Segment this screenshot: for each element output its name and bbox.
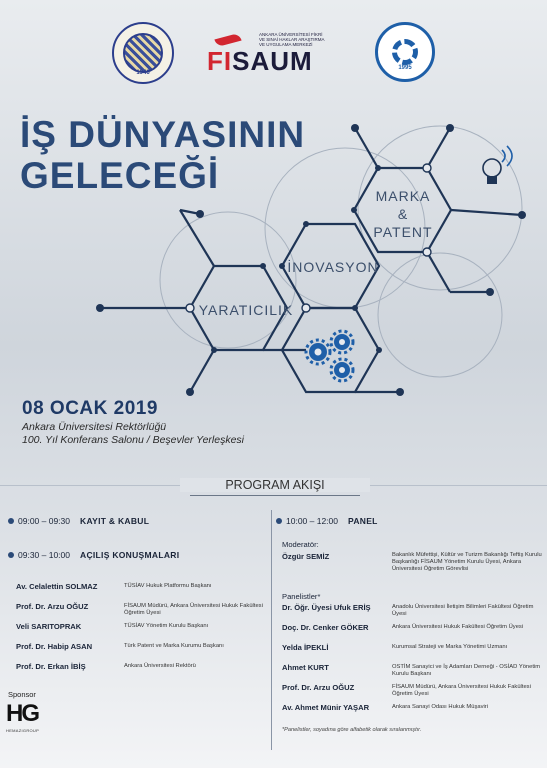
- sponsor-label: Sponsor: [8, 690, 36, 699]
- program-title-underline: [190, 495, 360, 496]
- list-item: Prof. Dr. Erkan İBİŞ Ankara Üniversitesi Rektörü: [16, 662, 196, 671]
- list-item: Prof. Dr. Arzu OĞUZ FİSAUM Müdürü, Ankara Üniversitesi Hukuk Fakültesi Öğretim Üyesi: [282, 683, 531, 697]
- list-item: Yelda İPEKLİ Kurumsal Strateji ve Marka Yönetimi Uzmanı: [282, 643, 508, 652]
- moderator-item: Özgür SEMİZ Bakanlık Müfettişi, Kültür ve Turizm Bakanlığı Teftiş Kurulu Başkanlığı FİSAUM Yönetim Kurulu Üyesi, Ankara Üniversitesi Öğretim Görevlisi: [282, 552, 542, 572]
- tosb-logo: [375, 22, 435, 82]
- seal-year: 1946: [136, 70, 150, 76]
- fisaum-wordmark: FISAUM: [207, 46, 313, 76]
- list-item: Dr. Öğr. Üyesi Ufuk ERİŞ Anadolu Üniversitesi İletişim Bilimleri Fakültesi Öğretim Üyesi: [282, 603, 534, 617]
- panelists-heading: Panelistler*: [282, 592, 321, 601]
- schedule-time: 09:00 – 09:30: [18, 516, 70, 526]
- list-item: Av. Celalettin SOLMAZ TÜSİAV Hukuk Platformu Başkanı: [16, 582, 212, 591]
- schedule-time: 10:00 – 12:00: [286, 516, 338, 526]
- column-divider: [271, 510, 272, 750]
- schedule-item-opening: [8, 550, 179, 560]
- schedule-label: AÇILIŞ KONUŞMALARI: [80, 550, 180, 560]
- gear-icon: [392, 39, 418, 65]
- list-item: Av. Ahmet Münir YAŞAR Ankara Sanayi Odası Hukuk Müşaviri: [282, 703, 489, 712]
- event-venue: Ankara Üniversitesi Rektörlüğü 100. Yıl Konferans Salonu / Beşevler Yerleşkesi: [22, 421, 244, 446]
- hex-label-marka: MARKA & PATENT: [373, 188, 433, 240]
- sponsor-logo-mark: HG: [6, 700, 38, 727]
- schedule-item-registration: [8, 516, 149, 526]
- hexagon-network-graphic: [0, 110, 547, 400]
- bg-circle-4: [378, 253, 502, 377]
- bullet-icon: [276, 518, 282, 524]
- lightbulb-icon: [483, 146, 512, 184]
- opening-speakers-list: [16, 582, 271, 682]
- sponsor-logo-sub: HEMAZIGROUP: [6, 728, 40, 733]
- list-item: Prof. Dr. Habip ASAN Türk Patent ve Marka Kurumu Başkanı: [16, 642, 224, 651]
- ankara-university-seal: [112, 22, 174, 84]
- list-item: Ahmet KURT OSTİM Sanayici ve İş Adamları Derneği - OSİAD Yönetim Kurulu Başkanı: [282, 663, 541, 677]
- title-line-1: İŞ DÜNYASININ: [20, 114, 306, 155]
- seal-emblem: [123, 33, 163, 73]
- fisaum-subtitle: ANKARA ÜNİVERSİTESİ FİKRİ VE SINAİ HAKLAR ARAŞTIRMA VE UYGULAMA MERKEZİ: [259, 32, 325, 47]
- hex-label-inovasyon: İNOVASYON: [287, 259, 379, 275]
- list-item: Doç. Dr. Cenker GÖKER Ankara Üniversitesi Hukuk Fakültesi Öğretim Üyesi: [282, 623, 524, 632]
- bullet-icon: [8, 518, 14, 524]
- sponsor-logo: [6, 700, 39, 733]
- schedule-time: 09:30 – 10:00: [18, 550, 70, 560]
- fisaum-logo: [207, 30, 347, 80]
- title-line-2: GELECEĞİ: [20, 155, 220, 196]
- panelists-footnote: *Panelistler, soyadına göre alfabetik olarak sıralanmıştır.: [282, 727, 422, 733]
- list-item: Veli SARITOPRAK TÜSİAV Yönetim Kurulu Başkanı: [16, 622, 209, 631]
- schedule-label: PANEL: [348, 516, 378, 526]
- list-item: Prof. Dr. Arzu OĞUZ FİSAUM Müdürü, Ankara Üniversitesi Hukuk Fakültesi Öğretim Üyesi: [16, 602, 263, 616]
- bullet-icon: [8, 552, 14, 558]
- schedule-label: KAYIT & KABUL: [80, 516, 150, 526]
- tosb-year: 1995: [398, 65, 412, 71]
- event-date: 08 OCAK 2019: [22, 398, 158, 419]
- program-title: PROGRAM AKIŞI: [180, 478, 370, 492]
- moderator-heading: Moderatör:: [282, 540, 319, 549]
- schedule-item-panel: [276, 516, 378, 526]
- hex-label-yaraticilik: YARATICILIK: [198, 302, 294, 318]
- panelists-list: [282, 603, 544, 719]
